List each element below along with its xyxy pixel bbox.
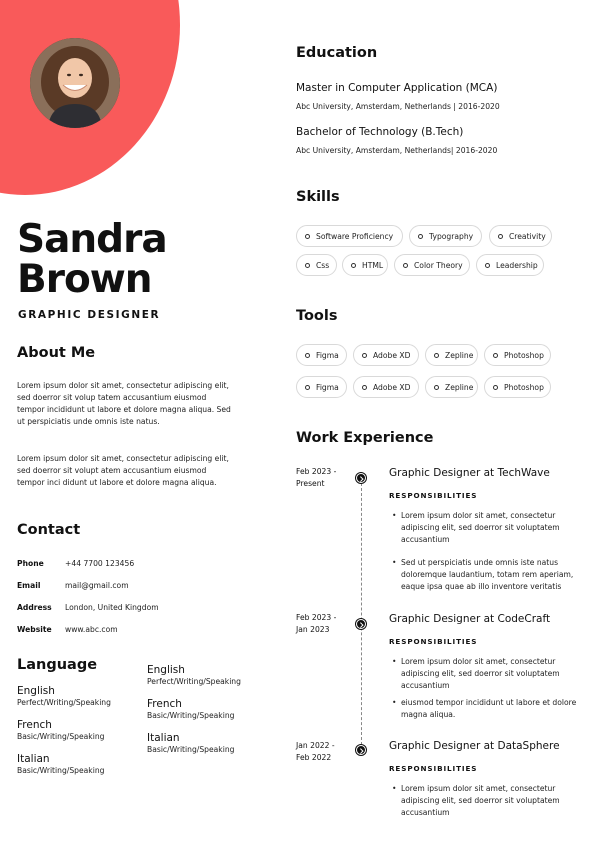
tool-label: Photoshop (504, 382, 544, 392)
language-item (17, 685, 111, 708)
bullet-circle-icon (493, 353, 498, 358)
contact-row-email (17, 581, 129, 590)
last-name: Brown (17, 257, 152, 302)
job-date-end: Feb 2022 (296, 753, 332, 762)
experience-heading: Work Experience (296, 430, 434, 446)
language-level: Basic/Writing/Speaking (147, 745, 235, 754)
language-name: Italian (147, 732, 180, 744)
bullet-circle-icon (305, 353, 310, 358)
responsibilities-label: RESPONSIBILITIES (389, 764, 478, 773)
tool-label: Figma (316, 382, 339, 392)
about-paragraph-1: Lorem ipsum dolor sit amet, consectetur adipiscing elit, sed doerror sit volup tatem accusantium eiusmod tempor incididunt ut labore et dolore magna aliqua. Sed ut perspiciatis unde omnis iste natus. (17, 381, 231, 426)
tool-label: Figma (316, 350, 339, 360)
job-date-end: Jan 2023 (296, 625, 330, 634)
bullet-circle-icon (305, 263, 310, 268)
language-name: French (147, 698, 182, 710)
language-item (17, 753, 104, 776)
bullet-circle-icon (362, 385, 367, 390)
contact-value[interactable]: mail@gmail.com (65, 581, 129, 590)
skill-label: Creativity (509, 231, 546, 241)
education-heading: Education (296, 45, 378, 61)
skill-tag (476, 254, 544, 276)
timeline-chevron-right-icon (356, 473, 366, 483)
profile-photo (30, 38, 120, 128)
responsibility-item: • eiusmod tempor incididunt ut labore et dolore magna aliqua. (392, 697, 577, 721)
language-level: Perfect/Writing/Speaking (17, 698, 111, 707)
bullet-circle-icon (403, 263, 408, 268)
contact-value[interactable]: +44 7700 123456 (65, 559, 135, 568)
contact-label: Address (17, 603, 52, 612)
language-item (147, 698, 234, 721)
contact-value[interactable]: www.abc.com (65, 625, 118, 634)
bullet-circle-icon (493, 385, 498, 390)
tool-tag (484, 376, 551, 398)
skill-tag (296, 254, 337, 276)
bullet-circle-icon (434, 353, 439, 358)
skill-tag (394, 254, 470, 276)
skill-label: Typography (429, 231, 474, 241)
bullet-circle-icon (362, 353, 367, 358)
job-date-start: Feb 2023 - (296, 467, 337, 476)
skill-tag (342, 254, 388, 276)
education-detail: Abc University, Amsterdam, Netherlands| 2016-2020 (296, 146, 498, 155)
full-name (17, 217, 167, 302)
about-paragraph-2: Lorem ipsum dolor sit amet, consectetur adipiscing elit, sed doerror sit volupt atem accusantium eiusmod tempor inci didunt ut labore et dolore magna aliqua. (17, 454, 229, 487)
education-detail: Abc University, Amsterdam, Netherlands | 2016-2020 (296, 102, 500, 111)
contact-label: Email (17, 581, 41, 590)
responsibility-item: • Lorem ipsum dolor sit amet, consectetur adipiscing elit, sed doerror sit voluptatem accusantium (392, 656, 577, 692)
contact-row-address (17, 603, 159, 612)
job-date (296, 740, 335, 764)
responsibility-item: • Lorem ipsum dolor sit amet, consectetur adipiscing elit, sed doerror sit voluptatem accusantium (392, 510, 577, 546)
bullet-circle-icon (498, 234, 503, 239)
skill-tag (296, 225, 403, 247)
language-level: Basic/Writing/Speaking (17, 732, 105, 741)
job-title: Graphic Designer at DataSphere (389, 740, 560, 752)
responsibility-item: • Lorem ipsum dolor sit amet, consectetur adipiscing elit, sed doerror sit voluptatem accusantium (392, 783, 577, 819)
job-title: Graphic Designer at CodeCraft (389, 613, 551, 625)
education-degree: Bachelor of Technology (B.Tech) (296, 126, 464, 138)
job-date-start: Jan 2022 - (296, 741, 335, 750)
language-level: Basic/Writing/Speaking (147, 711, 235, 720)
language-name: Italian (17, 753, 50, 765)
job-date (296, 612, 336, 636)
skill-label: Leadership (496, 260, 538, 270)
job-date (296, 466, 336, 490)
about-heading: About Me (17, 345, 96, 361)
education-degree: Master in Computer Application (MCA) (296, 82, 498, 94)
tool-tag (296, 344, 347, 366)
tool-tag (425, 344, 478, 366)
tool-tag (484, 344, 551, 366)
language-item (147, 732, 234, 755)
skill-label: Css (316, 260, 330, 270)
responsibility-item: • Sed ut perspiciatis unde omnis iste natus doloremque laudantium, totam rem aperiam, eaque ipsa quae ab illo inventore veritatis (392, 557, 577, 593)
tool-tag (296, 376, 347, 398)
tool-label: Adobe XD (373, 382, 411, 392)
responsibilities-label: RESPONSIBILITIES (389, 491, 478, 500)
tool-tag (353, 344, 419, 366)
tool-label: Photoshop (504, 350, 544, 360)
tools-heading: Tools (296, 308, 338, 324)
job-date-start: Feb 2023 - (296, 613, 337, 622)
language-name: English (17, 685, 55, 697)
language-name: English (147, 664, 185, 676)
skill-label: HTML (362, 260, 384, 270)
timeline-chevron-right-icon (356, 745, 366, 755)
contact-row-website (17, 625, 118, 634)
job-title: Graphic Designer at TechWave (389, 467, 550, 479)
contact-heading: Contact (17, 522, 81, 538)
tool-tag (425, 376, 478, 398)
contact-label: Phone (17, 559, 44, 568)
tool-label: Zepline (445, 382, 474, 392)
language-item (17, 719, 104, 742)
language-level: Basic/Writing/Speaking (17, 766, 105, 775)
avatar (30, 38, 120, 128)
responsibilities-label: RESPONSIBILITIES (389, 637, 478, 646)
job-role: GRAPHIC DESIGNER (18, 309, 161, 321)
job-date-end: Present (296, 479, 325, 488)
language-level: Perfect/Writing/Speaking (147, 677, 241, 686)
bullet-circle-icon (305, 385, 310, 390)
tool-label: Adobe XD (373, 350, 411, 360)
skills-heading: Skills (296, 189, 340, 205)
timeline-line (361, 478, 362, 750)
skill-tag (409, 225, 482, 247)
contact-row-phone (17, 559, 134, 568)
skill-label: Software Proficiency (316, 231, 394, 241)
bullet-circle-icon (434, 385, 439, 390)
language-item (147, 664, 241, 687)
tool-label: Zepline (445, 350, 474, 360)
tool-tag (353, 376, 419, 398)
bullet-circle-icon (351, 263, 356, 268)
timeline-chevron-right-icon (356, 619, 366, 629)
bullet-circle-icon (305, 234, 310, 239)
bullet-circle-icon (485, 263, 490, 268)
first-name: Sandra (17, 217, 167, 262)
language-name: French (17, 719, 52, 731)
skill-label: Color Theory (414, 260, 463, 270)
bullet-circle-icon (418, 234, 423, 239)
contact-label: Website (17, 625, 52, 634)
skill-tag (489, 225, 552, 247)
language-heading: Language (17, 657, 98, 673)
contact-value: London, United Kingdom (65, 603, 159, 612)
